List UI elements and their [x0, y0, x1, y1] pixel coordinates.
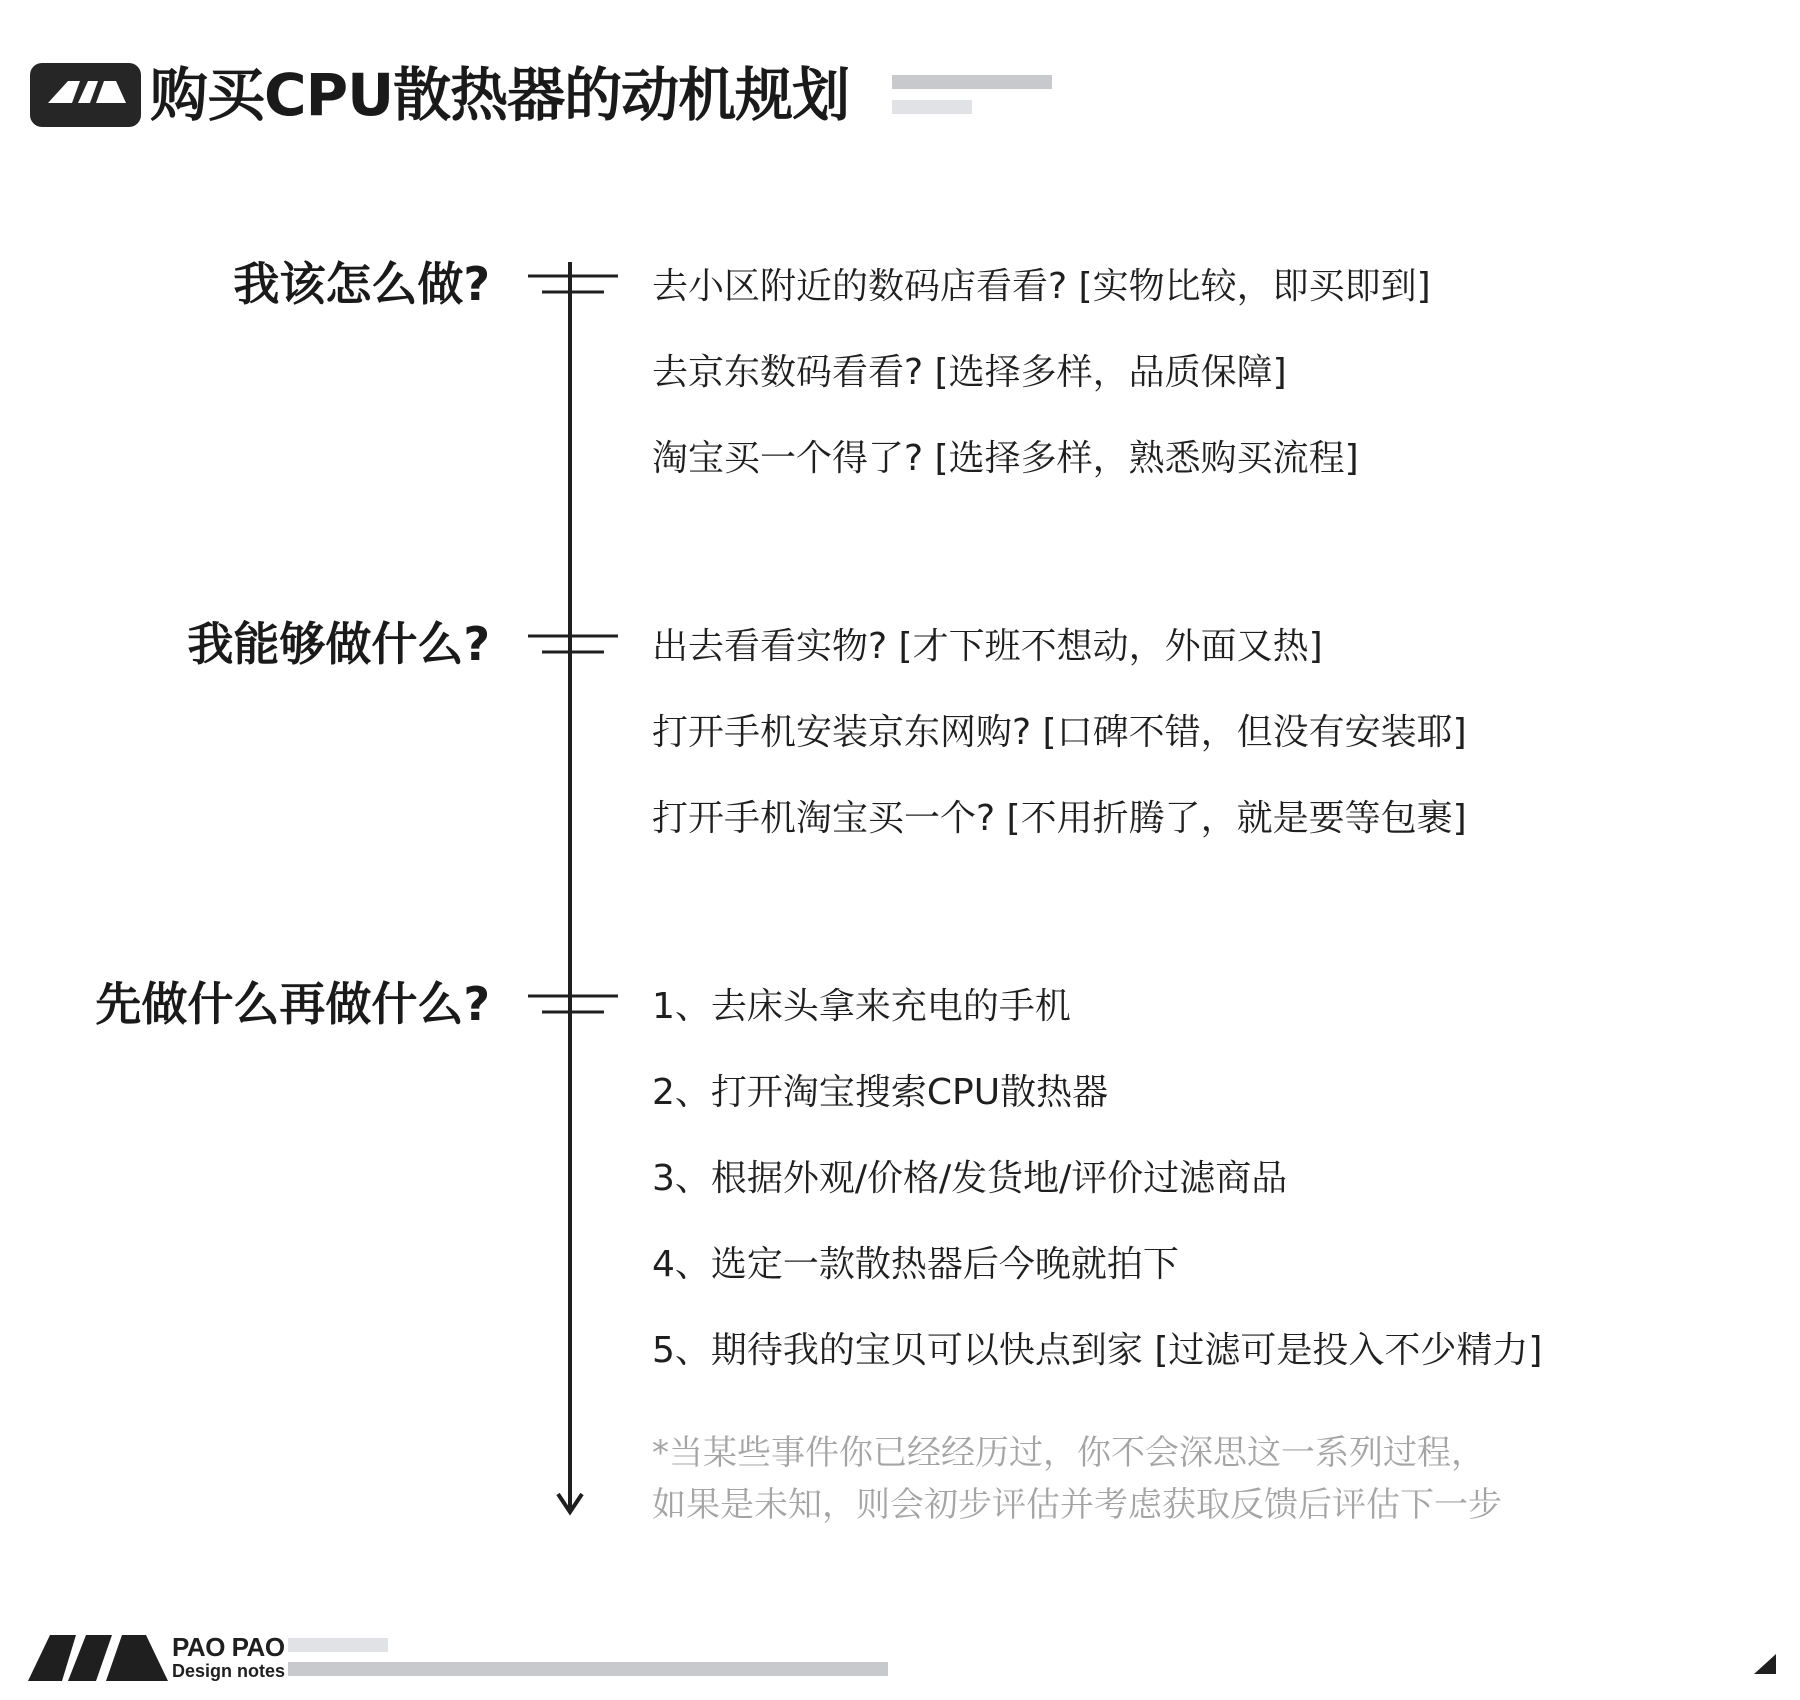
section-1-item-1: 去小区附近的数码店看看? [实物比较，即买即到]: [652, 266, 1431, 307]
footnote: [652, 1427, 1502, 1531]
section-3-item-4: 4、选定一款散热器后今晚就拍下: [652, 1244, 1179, 1285]
footer-decoration-bar-long: [288, 1662, 888, 1676]
footer-logo-icon: [28, 1633, 168, 1683]
section-2-item-2: 打开手机安装京东网购? [口碑不错，但没有安装耶]: [652, 712, 1467, 753]
section-2-item-1: 出去看看实物? [才下班不想动，外面又热]: [652, 626, 1323, 667]
footer-brand: PAO PAO: [172, 1632, 285, 1662]
section-1-item-2: 去京东数码看看? [选择多样，品质保障]: [652, 352, 1287, 393]
section-1-item-3: 淘宝买一个得了? [选择多样，熟悉购买流程]: [652, 438, 1359, 479]
corner-triangle-icon: [1752, 1652, 1776, 1676]
section-3-item-5: 5、期待我的宝贝可以快点到家 [过滤可是投入不少精力]: [652, 1330, 1543, 1371]
section-3-item-1: 1、去床头拿来充电的手机: [652, 986, 1071, 1027]
footer-subtitle: Design notes: [172, 1661, 286, 1681]
footnote-line-2: 如果是未知，则会初步评估并考虑获取反馈后评估下一步: [652, 1485, 1502, 1525]
section-question-3: 先做什么再做什么?: [95, 977, 490, 1031]
page-title: 购买CPU散热器的动机规划: [150, 61, 850, 129]
section-question-1: 我该怎么做?: [233, 257, 490, 311]
section-3-item-2: 2、打开淘宝搜索CPU散热器: [652, 1072, 1109, 1113]
section-3-item-3: 3、根据外观/价格/发货地/评价过滤商品: [652, 1158, 1288, 1199]
footnote-line-1: *当某些事件你已经经历过，你不会深思这一系列过程，: [652, 1433, 1485, 1473]
section-2-item-3: 打开手机淘宝买一个? [不用折腾了，就是要等包裹]: [652, 798, 1467, 839]
footer-decoration-bar-short: [288, 1638, 388, 1652]
section-question-2: 我能够做什么?: [187, 617, 490, 671]
